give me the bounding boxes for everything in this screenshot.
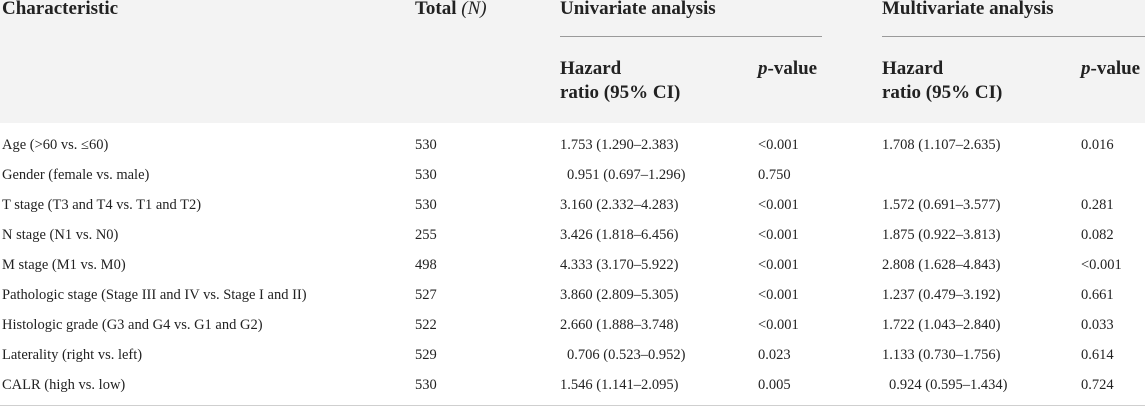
cell-uni-p: 0.023: [758, 347, 791, 363]
cell-multi-hr: 1.722 (1.043–2.840): [882, 317, 1001, 333]
header-multi-p-rest: -value: [1090, 58, 1141, 79]
cell-characteristic: T stage (T3 and T4 vs. T1 and T2): [2, 197, 202, 213]
header-univariate: Univariate analysis: [560, 0, 716, 19]
cell-characteristic: CALR (high vs. low): [2, 377, 126, 393]
cell-total: 498: [415, 257, 437, 273]
cell-multi-hr: 1.572 (0.691–3.577): [882, 197, 1001, 213]
header-uni-p-rest: -value: [767, 58, 818, 79]
cell-uni-p: <0.001: [758, 197, 799, 213]
cell-uni-hr: 1.753 (1.290–2.383): [560, 137, 679, 153]
cell-total: 530: [415, 377, 437, 393]
cell-total: 522: [415, 317, 437, 333]
header-total-n: (N): [461, 0, 487, 19]
cell-uni-p: 0.750: [758, 167, 791, 183]
table-row: [0, 370, 1145, 400]
cell-total: 530: [415, 137, 437, 153]
table-row: [0, 250, 1145, 280]
table-row: [0, 220, 1145, 250]
cell-total: 255: [415, 227, 437, 243]
cell-multi-hr: 2.808 (1.628–4.843): [882, 257, 1001, 273]
univariate-rule: [560, 36, 822, 37]
header-uni-p-italic: p: [758, 58, 768, 79]
cell-multi-p: 0.016: [1081, 137, 1114, 153]
table-row: [0, 190, 1145, 220]
table-row: [0, 280, 1145, 310]
header-multi-hazard-ratio: [882, 57, 1002, 105]
cell-uni-hr: 0.951 (0.697–1.296): [567, 167, 686, 183]
table-row: [0, 340, 1145, 370]
header-multi-hr-line1: Hazard: [882, 58, 944, 79]
cell-multi-hr: 1.875 (0.922–3.813): [882, 227, 1001, 243]
cell-multi-p: 0.082: [1081, 227, 1114, 243]
cell-multi-p: 0.661: [1081, 287, 1114, 303]
header-total-label: Total: [415, 0, 457, 19]
cell-uni-p: <0.001: [758, 137, 799, 153]
cell-uni-hr: 3.426 (1.818–6.456): [560, 227, 679, 243]
cell-multi-p: 0.033: [1081, 317, 1114, 333]
header-uni-hazard-ratio: [560, 57, 680, 105]
cell-characteristic: Gender (female vs. male): [2, 167, 150, 183]
cell-characteristic: Pathologic stage (Stage III and IV vs. Stage I and II): [2, 287, 307, 303]
cell-multi-hr: 1.133 (0.730–1.756): [882, 347, 1001, 363]
header-uni-hr-line2: ratio (95% CI): [560, 82, 681, 103]
cell-uni-p: <0.001: [758, 227, 799, 243]
cell-uni-hr: 4.333 (3.170–5.922): [560, 257, 679, 273]
cell-multi-p: 0.724: [1081, 377, 1114, 393]
cell-uni-hr: 1.546 (1.141–2.095): [560, 377, 679, 393]
cell-total: 529: [415, 347, 437, 363]
header-multivariate: Multivariate analysis: [882, 0, 1054, 19]
table-bottom-rule: [0, 405, 1145, 406]
table-row: [0, 310, 1145, 340]
cell-uni-hr: 3.860 (2.809–5.305): [560, 287, 679, 303]
cell-multi-hr: 1.708 (1.107–2.635): [882, 137, 1001, 153]
table-row: [0, 130, 1145, 160]
multivariate-rule: [882, 36, 1145, 37]
cell-characteristic: Laterality (right vs. left): [2, 347, 143, 363]
header-uni-hr-line1: Hazard: [560, 58, 622, 79]
cell-uni-hr: 3.160 (2.332–4.283): [560, 197, 679, 213]
cell-characteristic: Age (>60 vs. ≤60): [2, 137, 109, 153]
header-total: [415, 0, 487, 21]
cell-characteristic: N stage (N1 vs. N0): [2, 227, 119, 243]
header-multi-p-value: [1081, 57, 1140, 81]
cell-multi-p: 0.281: [1081, 197, 1114, 213]
header-multi-p-italic: p: [1081, 58, 1091, 79]
cell-multi-hr: 1.237 (0.479–3.192): [882, 287, 1001, 303]
cell-uni-p: <0.001: [758, 257, 799, 273]
table-row: [0, 160, 1145, 190]
header-characteristic: Characteristic: [2, 0, 119, 19]
cell-multi-p: 0.614: [1081, 347, 1114, 363]
cell-characteristic: Histologic grade (G3 and G4 vs. G1 and G2): [2, 317, 263, 333]
cell-multi-hr: 0.924 (0.595–1.434): [889, 377, 1008, 393]
cell-characteristic: M stage (M1 vs. M0): [2, 257, 126, 273]
cell-total: 530: [415, 197, 437, 213]
cell-uni-p: <0.001: [758, 287, 799, 303]
header-multi-hr-line2: ratio (95% CI): [882, 82, 1003, 103]
header-uni-p-value: [758, 57, 817, 81]
cell-uni-hr: 0.706 (0.523–0.952): [567, 347, 686, 363]
cell-uni-hr: 2.660 (1.888–3.748): [560, 317, 679, 333]
cell-multi-p: <0.001: [1081, 257, 1122, 273]
cell-uni-p: 0.005: [758, 377, 791, 393]
cell-total: 530: [415, 167, 437, 183]
cell-total: 527: [415, 287, 437, 303]
cell-uni-p: <0.001: [758, 317, 799, 333]
